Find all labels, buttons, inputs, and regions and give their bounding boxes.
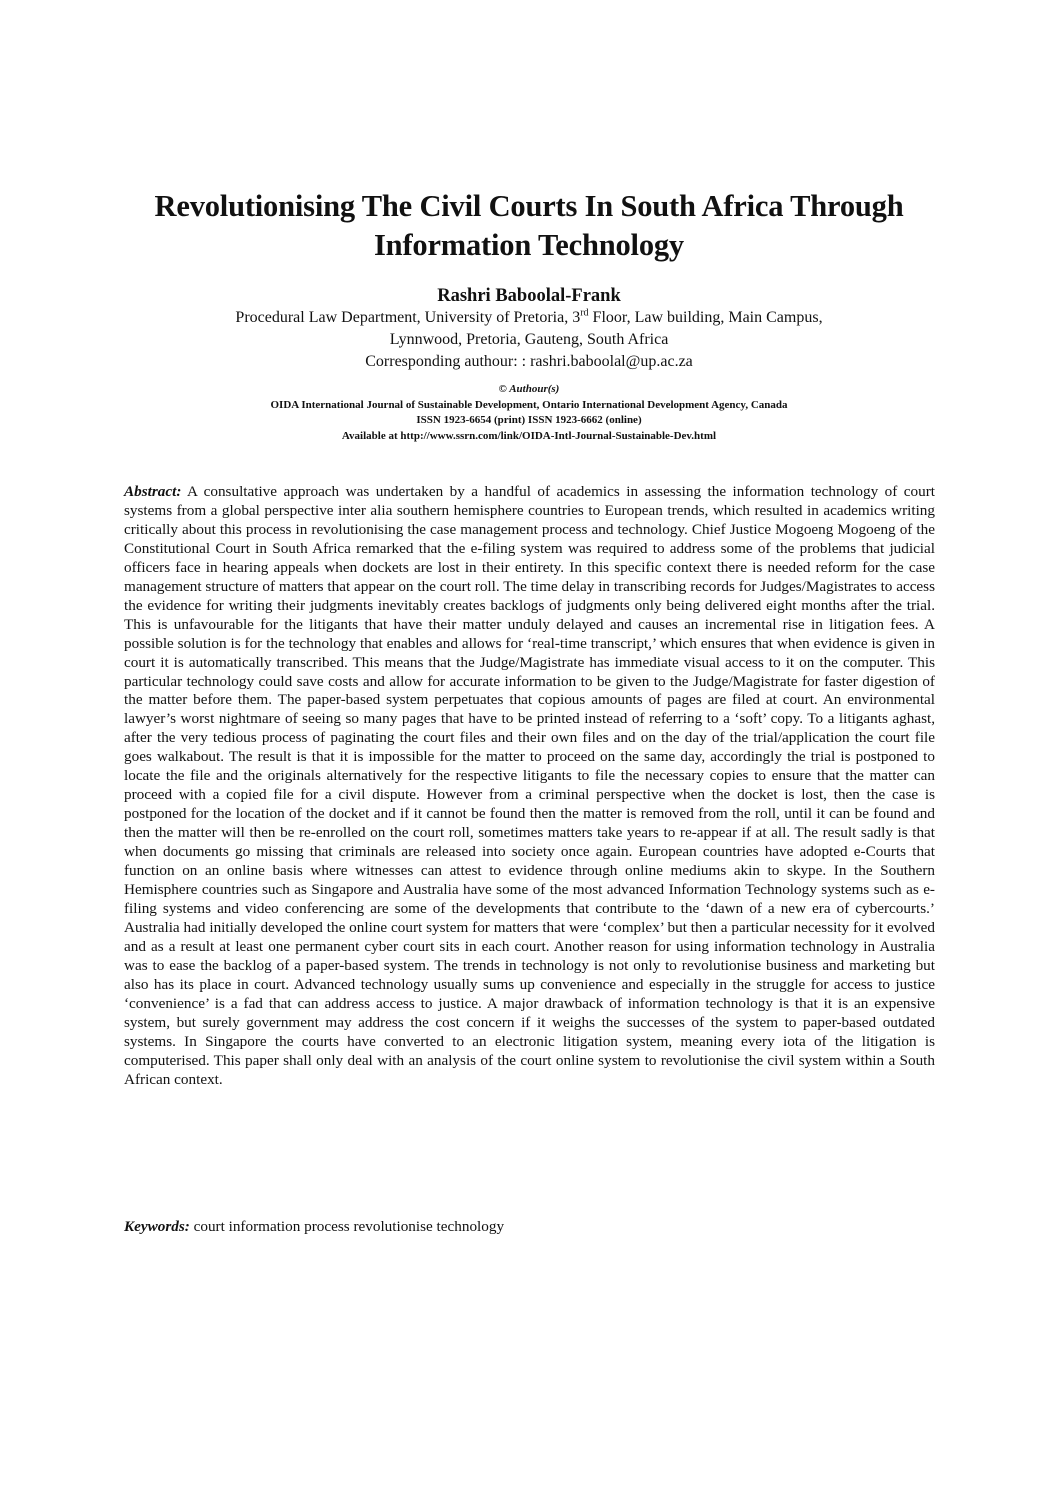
title-line-1: Revolutionising The Civil Courts In South Africa Through (154, 189, 904, 223)
publication-info (100, 382, 958, 444)
title-line-2: Information Technology (374, 228, 684, 262)
corresponding-author: Corresponding authour: : rashri.baboolal@up.ac.za (365, 353, 693, 370)
availability-line: Available at http://www.ssrn.com/link/OIDA-Intl-Journal-Sustainable-Dev.html (341, 429, 717, 442)
affiliation-line-1: Procedural Law Department, University of Pretoria, 3rd Floor, Law building, Main Campus, (235, 307, 823, 326)
journal-line: OIDA International Journal of Sustainable Development, Ontario International Development Agency, Canada (270, 398, 788, 411)
keywords-label: Keywords: (124, 1218, 190, 1235)
superscript-rd: rd (580, 307, 589, 319)
keywords-text: court information process revolutionise technology (193, 1218, 505, 1235)
paper-title (100, 187, 958, 265)
affiliation-line-2: Lynnwood, Pretoria, Gauteng, South Africa (389, 331, 669, 348)
abstract-section (124, 483, 935, 1090)
issn-line: ISSN 1923-6654 (print) ISSN 1923-6662 (online) (416, 414, 642, 426)
author-affiliation (100, 307, 958, 373)
keywords-section (124, 1217, 935, 1236)
abstract-label: Abstract: (124, 483, 182, 500)
abstract-text: A consultative approach was undertaken by a handful of academics in assessing the information technology of court systems from a global perspective inter alia southern hemisphere countries to European trends, which resulted in academics writing critically about this process in revolutionising the case management process and technology. Chief Justice Mogoeng Mogoeng of the Constitutional Court in South Africa remarked that the e-filing system was required to address some of the problems that judicial officers face in hearing appeals when dockets are lost in their entirety. In this specific context there is needed reform for the case management structure of matters that appear on the court roll. The time delay in transcribing records for Judges/Magistrates to access the evidence for writing their judgments inevitably creates backlogs of judgments only being delivered eight months after the trial. This is unfavourable for the litigants that have their matter unduly delayed and causes an incremental rise in litigation fees. A possible solution is for the technology that enables and allows for ‘real-time transcript,’ which ensures that when evidence is given in court it is automatically transcribed. This means that the Judge/Magistrate has immediate visual access to it on the computer. This particular technology could save costs and allow for accurate information to be given to the Judge/Magistrate for faster digestion of the matter before them. The paper-based system perpetuates that copious amounts of pages are filed at court. An environmental lawyer’s worst nightmare of seeing so many pages that have to be printed instead of referring to a ‘soft’ copy. To a litigants aghast, after the very tedious process of paginating the court files and their own files and on the day of the trial/application the court file goes walkabout. The result is that it is impossible for the matter to proceed on the same day, accordingly the trial is postponed to locate the file and the originals alternatively for the respective litigants to file the necessary copies to ensure that the matter can proceed with a copied file for a civil dispute. However from a criminal perspective when the docket is lost, then the case is postponed for the location of the docket and if it cannot be found then the matter is removed from the roll, until it can be found and then the matter will then be re-enrolled on the court roll, sometimes matters take years to re-appear if at all. The result sadly is that when documents go missing that criminals are released into society once again. European countries have adopted e-Courts that function on an online basis where witnesses can attest to evidence through online mediums akin to skype. In the Southern Hemisphere countries such as Singapore and Australia have some of the most advanced Information Technology systems such as e-filing systems and video conferencing are some of the developments that contribute to the ‘dawn of a new era of cybercourts.’ Australia had initially developed the online court system for matters that were ‘complex’ but then a particular necessity for it evolved and as a result at least one permanent cyber court sits in each court. Another reason for using information technology in Australia was to ease the backlog of a paper-based system. The trends in technology is not only to revolutionise business and marketing but also has its place in court. Advanced technology usually sums up convenience and especially in the struggle for access to justice ‘convenience’ is a fad that can address access to justice. A major drawback of information technology is that it is an expensive system, but surely government may address the cost concern if it weighs the successes of the system to paper-based outdated systems. In Singapore the courts have converted to an electronic litigation system, meaning every iota of the litigation is computerised. This paper shall only deal with an analysis of the court online system to revolutionise the civil system within a South African context. (124, 483, 935, 1088)
author-name: Rashri Baboolal-Frank (437, 286, 621, 306)
copyright-line: © Authour(s) (498, 383, 560, 395)
